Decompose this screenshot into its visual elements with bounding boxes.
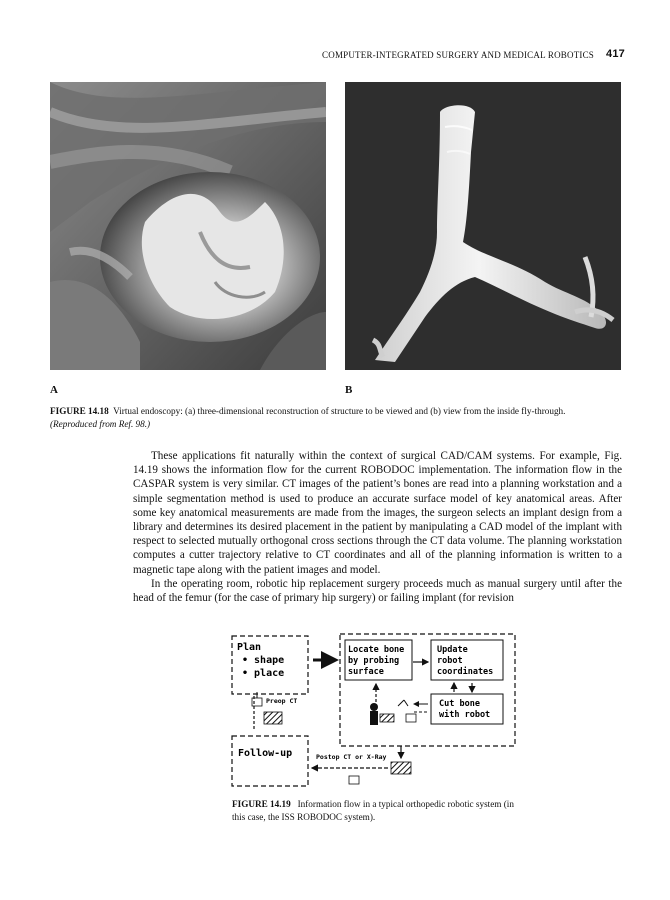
figure-label-b: B	[345, 384, 353, 396]
postop-scanner-icon	[391, 762, 411, 774]
followup-title: Follow-up	[238, 748, 293, 759]
plan-item-place: • place	[242, 668, 285, 679]
postop-image-icon	[349, 776, 359, 784]
caption-text: Virtual endoscopy: (a) three-dimensional reconstruction of structure to be viewed and (b) view from the inside fly-through.	[113, 406, 566, 416]
page-number: 417	[606, 48, 625, 60]
caption-label: FIGURE 14.18	[50, 406, 109, 416]
update-line-1: Update	[437, 645, 468, 655]
caption-label-19: FIGURE 14.19	[232, 799, 291, 809]
locate-line-3: surface	[348, 667, 384, 677]
locate-bone-box	[345, 640, 412, 680]
plan-box	[232, 636, 308, 694]
preop-ct-icon	[252, 692, 297, 724]
airway-reconstruction-photo-b	[345, 82, 621, 370]
flow-diagram	[228, 626, 522, 798]
cut-bone-box	[431, 694, 503, 724]
figure-14-19-caption	[232, 798, 522, 823]
surgeon-robot-icon	[370, 684, 416, 725]
plan-item-shape: • shape	[242, 655, 285, 666]
caption-text-19: Information flow in a typical orthopedic robotic system (in this case, the ISS ROBODOC system).	[232, 799, 514, 822]
preop-label: Preop CT	[266, 697, 298, 705]
endoscopy-rendering	[50, 82, 326, 370]
figure-14-19-diagram	[228, 626, 522, 798]
figure-label-a: A	[50, 384, 58, 396]
running-header	[0, 48, 670, 64]
plan-title: Plan	[237, 642, 262, 653]
figure-14-18-caption	[50, 405, 622, 431]
cut-line-2: with robot	[439, 710, 491, 720]
caption-note: (Reproduced from Ref. 98.)	[50, 419, 151, 429]
update-line-3: coordinates	[437, 667, 494, 677]
endoscopy-photo-a	[50, 82, 326, 370]
paragraph-2: In the operating room, robotic hip replacement surgery proceeds much as manual surgery until after the head of the femur (for the case of primary hip surgery) or failing implant (for revision	[133, 577, 622, 605]
cut-line-1: Cut bone	[439, 699, 480, 709]
airway-tree-rendering	[345, 82, 621, 370]
locate-line-2: by probing	[348, 656, 400, 666]
update-line-2: robot	[437, 656, 463, 666]
body-text	[133, 449, 622, 605]
header-title: COMPUTER-INTEGRATED SURGERY AND MEDICAL ROBOTICS	[322, 50, 594, 60]
update-robot-box	[431, 640, 503, 680]
paragraph-1: These applications fit naturally within the context of surgical CAD/CAM systems. For example, Fig. 14.19 shows the information flow for the current ROBODOC implementation. The information flow in the CASPAR system is very similar. CT images of the patient’s bones are read into a planning workstation and a simple segmentation method is used to produce an accurate surface model of key anatomical areas. After some key anatomical measurements are made from the images, the surgeon selects an implant design from a library and determines its desired placement in the patient by manipulating a CAD model of the implant with respect to selected mutually orthogonal cross sections through the CT data volume. The planning workstation computes a cutter trajectory relative to CT coordinates and all of the planning information is written to a magnetic tape along with the patient images and model.	[133, 450, 622, 576]
locate-line-1: Locate bone	[348, 645, 405, 655]
followup-box	[232, 736, 308, 786]
postop-label: Postop CT or X-Ray	[316, 753, 387, 761]
